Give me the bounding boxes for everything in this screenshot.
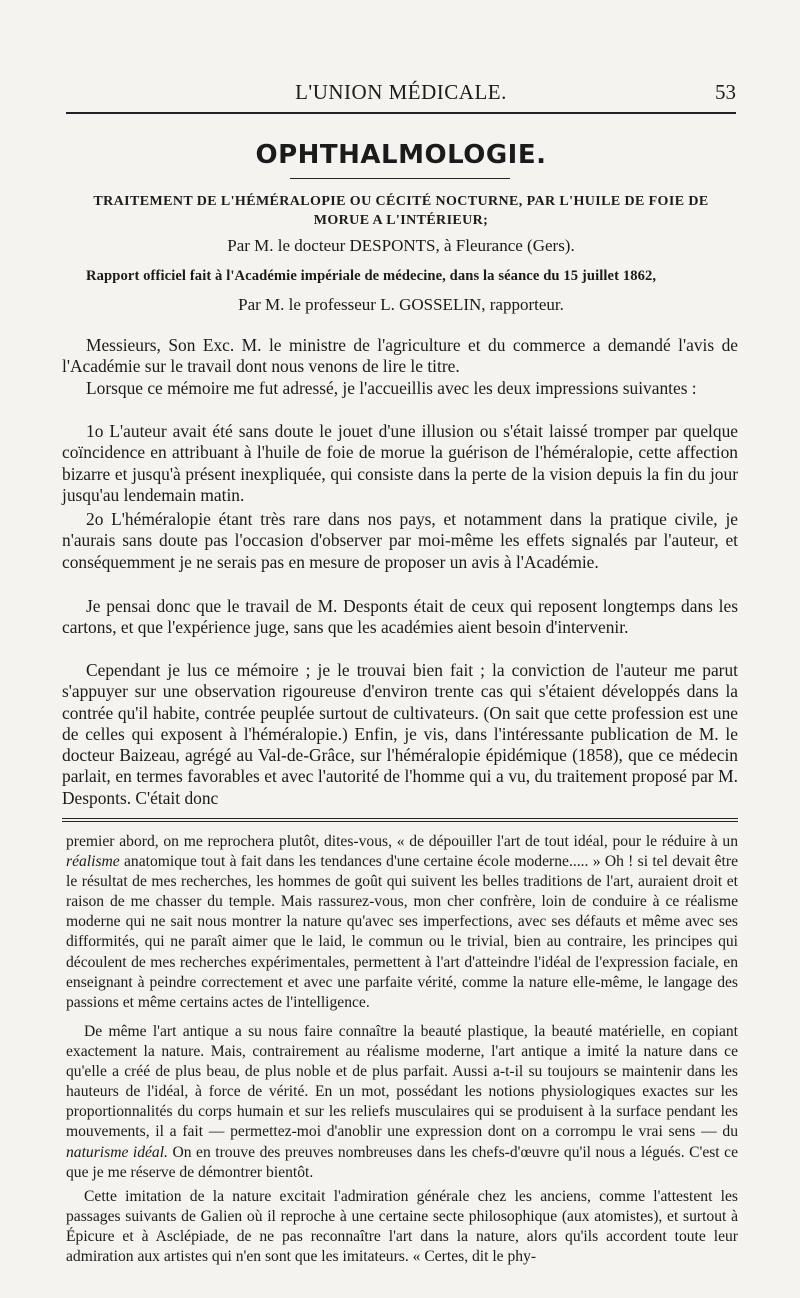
- body-paragraph: Cependant je lus ce mémoire ; je le trouvai bien fait ; la conviction de l'auteur me parut s'appuyer sur une observation rigoureuse d'environ trente cas qui s'étaient développés dans la contrée qu'il habite, contrée peuplée surtout de cultivateurs. (On sait que cette profession est une de celles qui exposent à l'héméralopie.) Enfin, je vis, dans l'intéressante publication de M. le docteur Baizeau, agrégé au Val-de-Grâce, sur l'héméralopie épidémique (1858), que ce médecin parlait, en termes favorables et avec l'autorité de l'homme qui a vu, du traitement proposé par M. Desponts. C'était donc: [62, 660, 738, 808]
- running-header: [66, 78, 736, 108]
- body-paragraph: Messieurs, Son Exc. M. le ministre de l'agriculture et du commerce a demandé l'avis de l'Académie sur le travail dont nous venons de lire le titre.: [62, 335, 738, 377]
- report-line: Rapport officiel fait à l'Académie impériale de médecine, dans la séance du 15 juillet 1862,: [86, 268, 657, 284]
- rapporteur-line: Par M. le professeur L. GOSSELIN, rapporteur.: [238, 295, 564, 314]
- body-paragraph: Je pensai donc que le travail de M. Desponts était de ceux qui reposent longtemps dans les cartons, et que l'expérience juge, sans que les académies aient besoin d'intervenir.: [62, 596, 738, 638]
- page-number: 53: [715, 80, 736, 104]
- article-title: TRAITEMENT DE L'HÉMÉRALOPIE OU CÉCITÉ NOCTURNE, PAR L'HUILE DE FOIE DE MORUE A L'INTÉRIEUR;: [93, 194, 709, 228]
- footnote-text-run: anatomique tout à fait dans les tendances d'une certaine école moderne..... » Oh ! si tel devait être le résultat de mes recherches, les hommes de goût qui suivent les belles traditions de l'art, auraient droit et raison de me chasser du temple. Mais rassurez-vous, mon cher confrère, loin de conduire à ce réalisme moderne qui ne sait nous montrer la nature qu'avec ses imperfections, avec ses défauts et même avec ses difformités, qui ne paraît aimer que le laid, le commun ou le trivial, bien au contraire, les principes qui découlent de mes recherches expérimentales, permettent à l'art d'atteindre l'idéal de l'expression faciale, en enseignant à peindre correctement et avec une parfaite vérité, comme la nature elle-même, le langage des passions et même certains actes de l'intelligence.: [66, 853, 738, 1011]
- section-title: OPHTHALMOLOGIE.: [255, 140, 547, 170]
- footnote-paragraph: [66, 1022, 738, 1183]
- author-line: Par M. le docteur DESPONTS, à Fleurance (Gers).: [227, 236, 575, 255]
- footnote-separator: [62, 818, 738, 822]
- header-rule: [66, 112, 736, 114]
- footnote-text-run: On en trouve des preuves nombreuses dans les chefs-d'œuvre qu'il nous a légués. C'est ce que je me réserve de démontrer bientôt.: [66, 1143, 738, 1181]
- footnote-text-run: De même l'art antique a su nous faire connaître la beauté plastique, la beauté matérielle, en copiant exactement la nature. Mais, contrairement au réalisme moderne, l'art antique a imité la nature dans ce qu'elle a créé de plus beau, de plus noble et de plus parfait. Aussi a-t-il su toujours se maintenir dans les hauteurs de l'idéal, à force de vérité. En un mot, possédant les notions physiologiques exactes sur les proportionnalités du corps humain et sur les reliefs musculaires qui se produisent à la surface pendant les mouvements, il a fait — permettez-moi d'anoblir une expression dont on a corrompu le vrai sens — du: [66, 1023, 738, 1141]
- journal-title: L'UNION MÉDICALE.: [295, 80, 507, 104]
- body-paragraph: 2o L'héméralopie étant très rare dans nos pays, et notamment dans la pratique civile, je n'aurais sans doute pas l'occasion d'observer par moi-même les effets signalés par l'auteur, et conséquemment je ne serais pas en mesure de proposer un avis à l'Académie.: [62, 509, 738, 572]
- footnote-paragraph: Cette imitation de la nature excitait l'admiration générale chez les anciens, comme l'attestent les passages suivants de Galien où il reproche à une certaine secte philosophique (aux atomistes), et surtout à Épicure et à Asclépiade, de ne pas reconnaître l'art dans la nature, alors qu'ils accordent toute leur admiration aux artistes qui n'en sont que les imitateurs. « Certes, dit le phy-: [66, 1188, 738, 1266]
- footnote-paragraph: [66, 832, 738, 1013]
- section-rule: [290, 178, 510, 179]
- footnote-text-run: premier abord, on me reprochera plutôt, dites-vous, « de dépouiller l'art de tout idéal, pour le réduire à un: [66, 833, 738, 850]
- footnote-emphasis: réalisme: [66, 853, 120, 871]
- body-paragraph: 1o L'auteur avait été sans doute le jouet d'une illusion ou s'était laissé tromper par quelque coïncidence en attribuant à l'huile de foie de morue la guérison de l'héméralopie, cette affection bizarre et jusqu'à présent inexpliquée, qui consiste dans la perte de la vision depuis la fin du jour jusqu'au lendemain matin.: [62, 421, 738, 505]
- body-paragraph: Lorsque ce mémoire me fut adressé, je l'accueillis avec les deux impressions suivantes :: [86, 378, 697, 398]
- footnote-emphasis: naturisme idéal.: [66, 1143, 168, 1161]
